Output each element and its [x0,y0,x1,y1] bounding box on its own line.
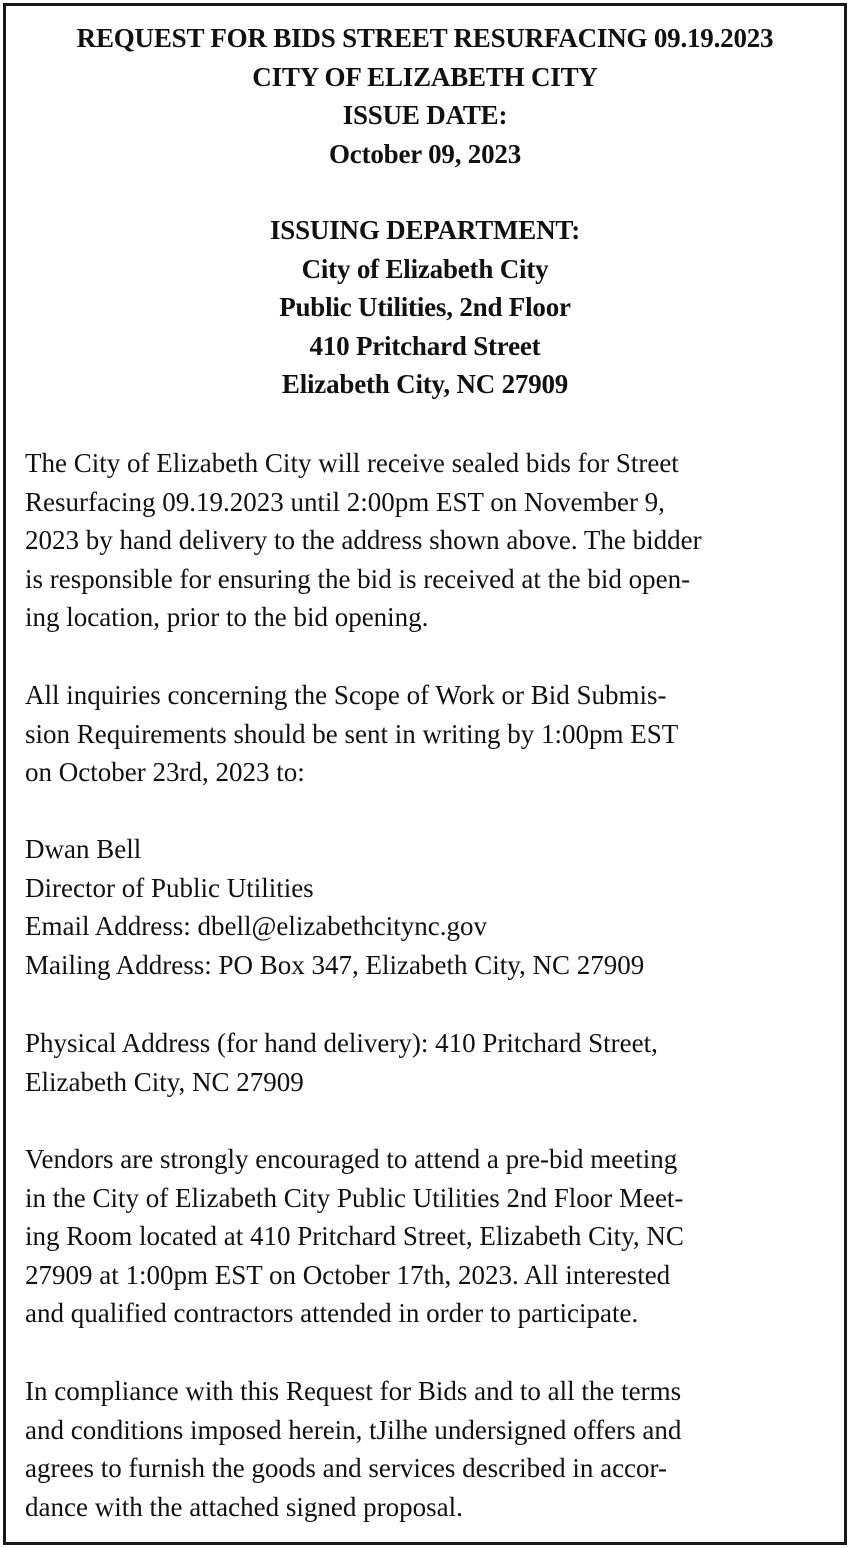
paragraph-line: and qualified contractors attended in order to participate. [25,1298,639,1329]
notice-title: REQUEST FOR BIDS STREET RESURFACING 09.19.2023 [76,23,774,53]
notice-title-block [0,19,850,173]
sealed-bids-paragraph [25,444,825,637]
department-office: Public Utilities, 2nd Floor [279,292,571,322]
paragraph-line: Resurfacing 09.19.2023 until 2:00pm EST on November 9, [25,486,665,517]
paragraph-line: and conditions imposed herein, tJilhe undersigned offers and [25,1414,682,1445]
paragraph-line: Elizabeth City, NC 27909 [25,1066,304,1097]
paragraph-line: ing location, prior to the bid opening. [25,602,429,633]
paragraph-line: 27909 at 1:00pm EST on October 17th, 2023. All interested [25,1259,671,1290]
issue-date-label: ISSUE DATE: [342,100,508,130]
contact-mailing-address: Mailing Address: PO Box 347, Elizabeth City, NC 27909 [25,949,645,980]
paragraph-line: In compliance with this Request for Bids and to all the terms [25,1376,682,1406]
paragraph-line: The City of Elizabeth City will receive sealed bids for Street [25,448,679,478]
issue-date-value: October 09, 2023 [328,138,522,169]
issuing-city: CITY OF ELIZABETH CITY [252,61,598,92]
paragraph-line: dance with the attached signed proposal. [25,1491,463,1522]
paragraph-line: on October 23rd, 2023 to: [25,757,305,788]
paragraph-line: sion Requirements should be sent in writing by 1:00pm EST [25,718,679,749]
paragraph-line: All inquiries concerning the Scope of Work or Bid Submis- [25,680,667,710]
paragraph-line: 2023 by hand delivery to the address shown above. The bidder [25,525,702,556]
inquiries-paragraph [25,676,825,792]
contact-block [25,830,825,984]
issuing-department-label: ISSUING DEPARTMENT: [269,215,581,245]
issuing-department-block [0,211,850,404]
department-street: 410 Pritchard Street [309,330,541,361]
department-city-state-zip: Elizabeth City, NC 27909 [281,369,569,399]
paragraph-line: Physical Address (for hand delivery): 410 Pritchard Street, [25,1028,658,1058]
paragraph-line: agrees to furnish the goods and services described in accor- [25,1453,667,1484]
paragraph-line: Vendors are strongly encouraged to attend a pre-bid meeting [25,1144,678,1174]
paragraph-line: in the City of Elizabeth City Public Utilities 2nd Floor Meet- [25,1182,684,1213]
contact-email[interactable]: Email Address: dbell@elizabethcitync.gov [25,911,487,942]
physical-address-paragraph [25,1024,825,1101]
compliance-paragraph [25,1372,825,1526]
department-city: City of Elizabeth City [301,253,549,284]
paragraph-line: ing Room located at 410 Pritchard Street, Elizabeth City, NC [25,1221,684,1252]
contact-title: Director of Public Utilities [25,872,314,903]
contact-name: Dwan Bell [25,834,142,864]
paragraph-line: is responsible for ensuring the bid is received at the bid open- [25,563,691,594]
pre-bid-meeting-paragraph [25,1140,825,1333]
